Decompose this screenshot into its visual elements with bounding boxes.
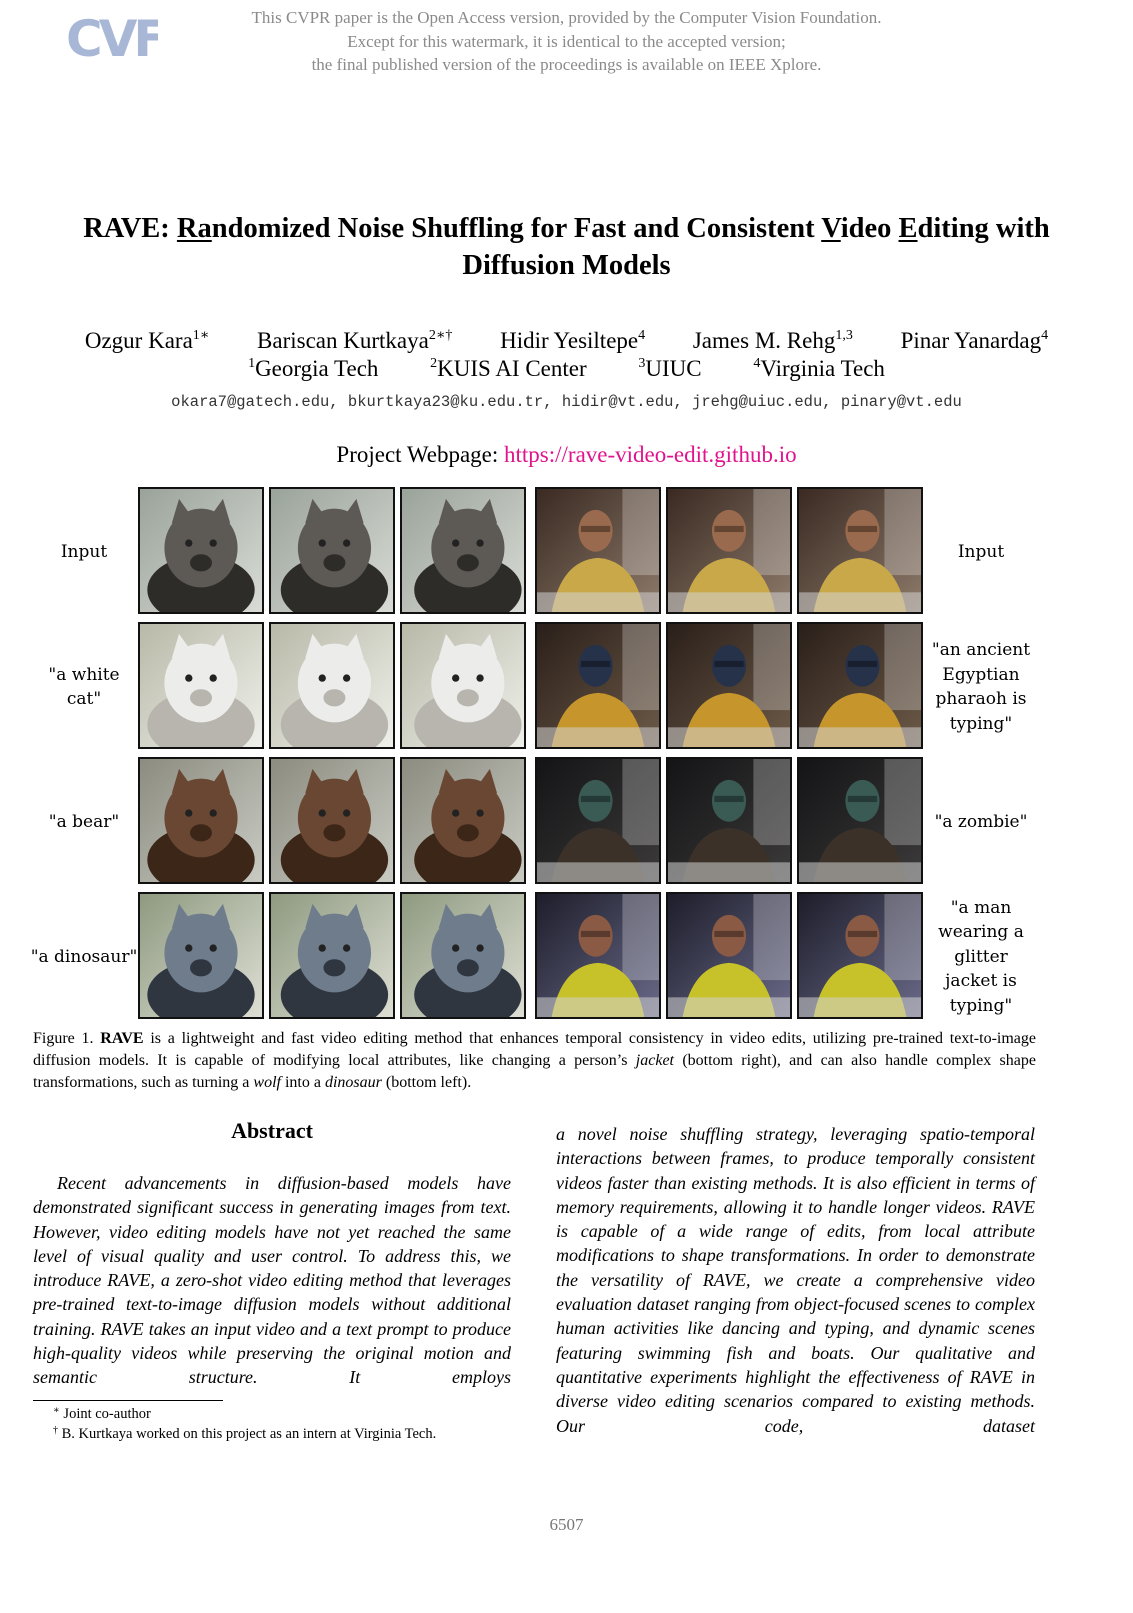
glitter-jacket-frame bbox=[666, 892, 792, 1019]
zombie-frame bbox=[535, 757, 661, 884]
watermark-line: Except for this watermark, it is identical to the accepted version; bbox=[347, 31, 786, 51]
row-label-right: Input bbox=[957, 541, 1005, 562]
wolf-frame bbox=[269, 487, 395, 614]
author: Bariscan Kurtkaya$^{2∗\dagger}$ bbox=[257, 328, 453, 353]
row-label-left: "a bear" bbox=[48, 811, 120, 832]
author: Pinar Yanardag$^4$ bbox=[900, 328, 1049, 353]
wolf-frame bbox=[400, 487, 526, 614]
footnote: ∗ Joint co-author bbox=[53, 1405, 151, 1422]
row-label-left: "a dinosaur" bbox=[30, 946, 138, 967]
pharaoh-frame bbox=[535, 622, 661, 749]
person-typing-frame bbox=[666, 487, 792, 614]
row-label-left: Input bbox=[60, 541, 108, 562]
white-cat-frame bbox=[138, 622, 264, 749]
author: Hidir Yesiltepe$^4$ bbox=[500, 328, 646, 353]
svg-text:CVF: CVF bbox=[66, 10, 158, 68]
row-label-right: "a man wearing a glitter jacket is typing" bbox=[938, 897, 1024, 1016]
row-label-left: "a white cat" bbox=[48, 664, 120, 709]
white-cat-frame bbox=[400, 622, 526, 749]
glitter-jacket-frame bbox=[797, 892, 923, 1019]
abstract-text-right: a novel noise shuffling strategy, leveraging spatio-temporal interactions between frames, to produce temporally consistent videos faster than existing methods. It is also efficient in terms of memory requirements, allowing it to handle longer videos. RAVE is capable of a wide range of edits, from local attribute modifications to shape transformations. In order to demonstrate the versatility of RAVE, we create a comprehensive video evaluation dataset ranging from object-focused scenes to complex human activities like dancing and typing, and dynamic scenes featuring swimming fish and boats. Our qualitative and quantitative experiments highlight the effectiveness of RAVE in diverse video editing scenarios compared to existing methods. Our code, dataset bbox=[556, 1124, 1035, 1436]
title-line-2: Diffusion Models bbox=[462, 250, 671, 281]
affiliation: $^3$UIUC bbox=[638, 356, 702, 381]
zombie-frame bbox=[797, 757, 923, 884]
bear-frame bbox=[400, 757, 526, 884]
figure-caption: Figure 1. RAVE is a lightweight and fast video editing method that enhances temporal consistency in video edits, utilizing pre-trained text-to-image diffusion models. It is capable of modifying local attributes, like changing a person’s jacket (bottom right), and can also handle complex shape transformations, such as turning a wolf into a dinosaur (bottom left). bbox=[33, 1030, 1036, 1091]
watermark-line: This CVPR paper is the Open Access version, provided by the Computer Vision Foundation. bbox=[251, 8, 882, 27]
wolf-frame bbox=[138, 487, 264, 614]
dinosaur-frame bbox=[269, 892, 395, 1019]
person-typing-frame bbox=[535, 487, 661, 614]
affiliation: $^2$KUIS AI Center bbox=[430, 356, 587, 381]
watermark-line: the final published version of the proceedings is available on IEEE Xplore. bbox=[311, 55, 822, 74]
project-label: Project Webpage: bbox=[336, 442, 505, 467]
person-typing-frame bbox=[797, 487, 923, 614]
dinosaur-frame bbox=[400, 892, 526, 1019]
affiliation: $^4$Virginia Tech bbox=[753, 356, 885, 381]
footnote-rule bbox=[33, 1400, 223, 1401]
dinosaur-frame bbox=[138, 892, 264, 1019]
white-cat-frame bbox=[269, 622, 395, 749]
row-label-right: "a zombie" bbox=[934, 811, 1028, 832]
author-emails: okara7@gatech.edu, bkurtkaya23@ku.edu.tr, hidir@vt.edu, jrehg@uiuc.edu, pinary@vt.edu bbox=[171, 393, 962, 411]
affiliation: $^1$Georgia Tech bbox=[248, 356, 379, 381]
glitter-jacket-frame bbox=[535, 892, 661, 1019]
bear-frame bbox=[269, 757, 395, 884]
zombie-frame bbox=[666, 757, 792, 884]
row-label-right: "an ancient Egyptian pharaoh is typing" bbox=[931, 640, 1031, 734]
page-number: 6507 bbox=[549, 1515, 584, 1534]
author: Ozgur Kara$^{1∗}$ bbox=[84, 328, 210, 353]
title-line-1: RAVE: Randomized Noise Shuffling for Fast and Consistent Video Editing with bbox=[83, 213, 1050, 244]
abstract-heading: Abstract bbox=[231, 1118, 313, 1143]
bear-frame bbox=[138, 757, 264, 884]
pharaoh-frame bbox=[797, 622, 923, 749]
pharaoh-frame bbox=[666, 622, 792, 749]
project-link[interactable]: https://rave-video-edit.github.io bbox=[504, 442, 797, 467]
footnote: † B. Kurtkaya worked on this project as an intern at Virginia Tech. bbox=[53, 1425, 437, 1442]
abstract-text-left: Recent advancements in diffusion-based models have demonstrated significant success in generating images from text. However, video editing models have not yet reached the same level of visual quality and user control. To address this, we introduce RAVE, a zero-shot video editing method that leverages pre-trained text-to-image diffusion models without additional training. RAVE takes an input video and a text prompt to produce high-quality videos while preserving the original motion and semantic structure. It employs bbox=[33, 1173, 511, 1388]
author: James M. Rehg$^{1,3}$ bbox=[692, 328, 853, 353]
